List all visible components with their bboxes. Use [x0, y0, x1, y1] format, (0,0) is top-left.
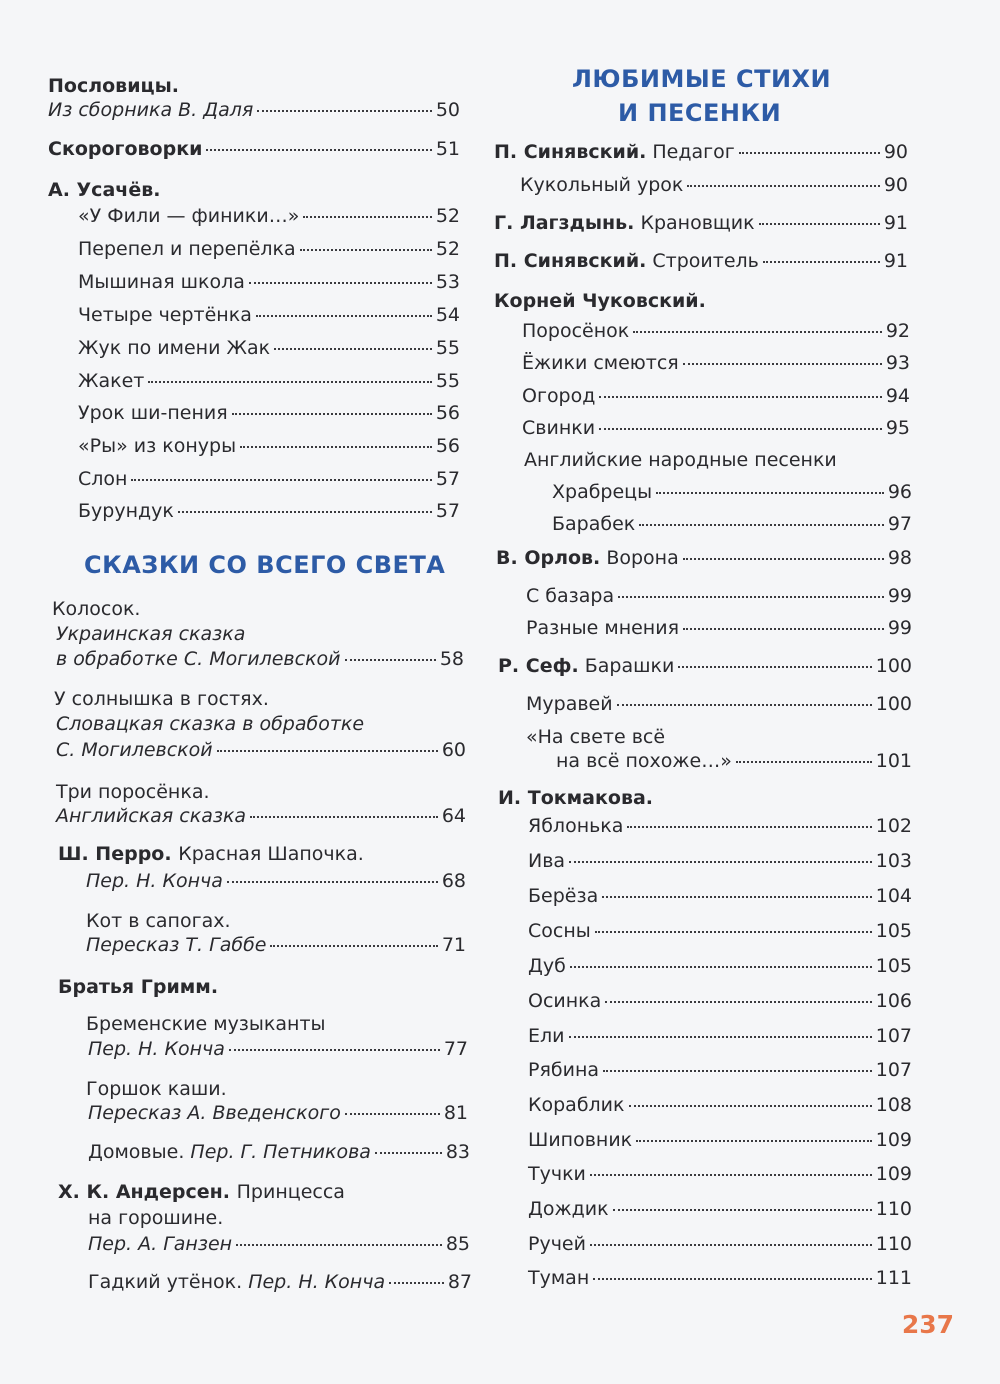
entry-page: 51 [435, 138, 460, 160]
toc-entry[interactable] [78, 369, 460, 393]
leader-dots [303, 215, 431, 218]
entry-page: 98 [887, 547, 912, 569]
entry-title: Кораблик [528, 1094, 625, 1116]
toc-entry[interactable] [552, 480, 912, 504]
entry-page: 81 [443, 1102, 468, 1124]
leader-dots [678, 665, 871, 668]
toc-entry[interactable] [494, 211, 908, 235]
leader-dots [389, 1281, 444, 1284]
toc-entry[interactable] [88, 1140, 470, 1164]
entry-title: Барабек [552, 513, 636, 535]
author-usachev: А. Усачёв. [48, 179, 161, 201]
entry-page: 109 [875, 1163, 912, 1185]
toc-entry[interactable] [494, 140, 908, 164]
leader-dots [683, 627, 884, 630]
entry-page: 64 [441, 805, 466, 827]
entry-subtitle: Украинская сказка [56, 623, 246, 645]
toc-entry[interactable] [526, 616, 912, 640]
entry-title: Крановщик [640, 212, 755, 234]
leader-dots [759, 222, 880, 225]
leader-dots [375, 1151, 442, 1154]
toc-entry[interactable] [520, 173, 908, 197]
entry-title: Скороговорки [48, 138, 203, 160]
entry-title: Четыре чертёнка [78, 304, 252, 326]
leader-dots [250, 815, 438, 818]
entry-title-cont: на горошине. [88, 1207, 224, 1229]
leader-dots [345, 658, 436, 661]
toc-entry[interactable] [528, 849, 912, 873]
toc-entry[interactable] [526, 692, 912, 716]
entry-translator: Пер. Г. Петникова [190, 1141, 371, 1163]
entry-page: 105 [875, 920, 912, 942]
toc-entry[interactable] [56, 804, 466, 828]
leader-dots [683, 557, 884, 560]
section-title-poems-1: ЛЮБИМЫЕ СТИХИ [572, 65, 832, 93]
entry-title: «У Фили — финики…» [78, 205, 300, 227]
author-chukovsky: Корней Чуковский. [494, 290, 706, 312]
leader-dots [178, 510, 432, 513]
entry-title: Ива [528, 850, 566, 872]
entry-page: 56 [435, 402, 460, 424]
author-name: П. Синявский. [494, 141, 647, 163]
entry-page: 99 [887, 585, 912, 607]
leader-dots [229, 1048, 440, 1051]
entry-title: Мышиная школа [78, 271, 245, 293]
section-title-fairy-tales: СКАЗКИ СО ВСЕГО СВЕТА [84, 551, 446, 579]
entry-translator: Пересказ Т. Габбе [86, 934, 267, 956]
leader-dots [232, 412, 432, 415]
toc-entry[interactable] [86, 869, 466, 893]
toc-entry[interactable] [522, 416, 910, 440]
toc-entry[interactable] [78, 270, 460, 294]
entry-title: Ручей [528, 1233, 586, 1255]
leader-dots [617, 703, 872, 706]
entry-title: Дождик [528, 1198, 609, 1220]
entry-title: Шиповник [528, 1129, 633, 1151]
entry-title: Жакет [78, 370, 145, 392]
toc-entry[interactable] [556, 749, 912, 773]
leader-dots [687, 184, 879, 187]
toc-entry[interactable] [78, 434, 460, 458]
toc-entry[interactable] [528, 1232, 912, 1256]
entry-title: Гадкий утёнок. [88, 1271, 243, 1293]
entry-page: 56 [435, 435, 460, 457]
entry-title: Из сборника В. Даля [48, 99, 254, 121]
toc-entry[interactable] [78, 204, 460, 228]
toc-entry-tongue-twisters[interactable] [48, 137, 460, 161]
toc-entry[interactable] [528, 1197, 912, 1221]
entry-title: Домовые. [88, 1141, 185, 1163]
entry-page: 94 [885, 385, 910, 407]
leader-dots [569, 1035, 872, 1038]
entry-page: 57 [435, 500, 460, 522]
entry-title-kolosok[interactable]: Колосок. [52, 598, 141, 620]
leader-dots [217, 749, 438, 752]
entry-title: Берёза [528, 885, 599, 907]
toc-entry[interactable] [528, 1058, 912, 1082]
entry-title-kot[interactable]: Кот в сапогах. [86, 910, 231, 932]
toc-entry-proverbs[interactable] [48, 98, 460, 122]
entry-subtitle: С. Могилевской [56, 739, 213, 761]
toc-entry[interactable] [78, 467, 460, 491]
entry-title: С базара [526, 585, 615, 607]
entry-page: 91 [883, 212, 908, 234]
entry-page: 87 [447, 1271, 472, 1293]
entry-title: Муравей [526, 693, 613, 715]
entry-title: Огород [522, 385, 596, 407]
entry-title: Рябина [528, 1059, 600, 1081]
entry-title: Дуб [528, 955, 566, 977]
entry-translator: Пер. Н. Конча [248, 1271, 386, 1293]
entry-title: Слон [78, 468, 128, 490]
toc-entry[interactable] [528, 989, 912, 1013]
entry-title[interactable]: Бременские музыканты [86, 1013, 326, 1035]
entry-title: Педагог [652, 141, 735, 163]
toc-entry[interactable] [522, 384, 910, 408]
toc-entry[interactable] [522, 319, 910, 343]
toc-entry[interactable] [528, 814, 912, 838]
toc-entry[interactable] [88, 1037, 468, 1061]
entry-title[interactable]: «На свете всё [526, 726, 666, 748]
leader-dots [595, 930, 872, 933]
toc-entry[interactable] [528, 954, 912, 978]
leader-dots [763, 260, 880, 263]
entry-page: 107 [875, 1059, 912, 1081]
leader-dots [618, 595, 884, 598]
leader-dots [633, 330, 882, 333]
subsection-english-songs: Английские народные песенки [524, 449, 837, 471]
leader-dots [590, 1173, 872, 1176]
leader-dots [249, 281, 432, 284]
entry-page: 102 [875, 815, 912, 837]
entry-page: 111 [875, 1267, 912, 1289]
entry-subtitle: в обработке С. Могилевской [56, 648, 341, 670]
entry-title: Разные мнения [526, 617, 680, 639]
toc-entry[interactable] [528, 884, 912, 908]
author-grimm: Братья Гримм. [58, 976, 219, 998]
entry-title: Ворона [606, 547, 679, 569]
leader-dots [599, 395, 881, 398]
entry-title: Сосны [528, 920, 591, 942]
leader-dots [613, 1208, 872, 1211]
entry-page: 107 [875, 1025, 912, 1047]
toc-entry[interactable] [552, 512, 912, 536]
entry-page: 55 [435, 337, 460, 359]
proverbs-title: Пословицы. [48, 75, 180, 97]
page-number: 237 [901, 1310, 954, 1339]
entry-page: 53 [435, 271, 460, 293]
entry-title: Яблонька [528, 815, 624, 837]
leader-dots [274, 347, 432, 350]
leader-dots [602, 895, 872, 898]
entry-translator: Пер. А. Ганзен [88, 1233, 233, 1255]
entry-translator: Пер. Н. Конча [86, 870, 223, 892]
author-name: Ш. Перро. [58, 843, 172, 865]
entry-perrault[interactable] [58, 842, 364, 866]
entry-page: 58 [439, 648, 464, 670]
entry-page: 91 [883, 250, 908, 272]
toc-entry[interactable] [78, 401, 460, 425]
entry-title: Принцесса [236, 1181, 345, 1203]
leader-dots [603, 1069, 872, 1072]
toc-entry[interactable] [528, 1266, 912, 1290]
toc-entry[interactable] [56, 647, 464, 671]
entry-title: Кукольный урок [520, 174, 684, 196]
toc-entry[interactable] [88, 1270, 472, 1294]
leader-dots [739, 151, 880, 154]
entry-page: 55 [435, 370, 460, 392]
entry-subtitle: Английская сказка [56, 805, 247, 827]
toc-entry[interactable] [78, 336, 460, 360]
entry-title-tri-porosenka[interactable]: Три поросёнка. [56, 781, 210, 803]
entry-page: 90 [883, 141, 908, 163]
entry-title[interactable]: Горшок каши. [86, 1078, 227, 1100]
leader-dots [599, 427, 882, 430]
entry-title-solnyshko[interactable]: У солнышка в гостях. [54, 688, 269, 710]
leader-dots [605, 1000, 871, 1003]
entry-title: Перепел и перепёлка [78, 238, 296, 260]
entry-page: 95 [885, 417, 910, 439]
toc-entry[interactable] [78, 303, 460, 327]
entry-page: 85 [445, 1233, 470, 1255]
leader-dots [257, 109, 432, 112]
toc-entry[interactable] [528, 1128, 912, 1152]
toc-entry[interactable] [78, 499, 460, 523]
leader-dots [627, 825, 871, 828]
entry-page: 100 [875, 655, 912, 677]
entry-title: Ёжики смеются [522, 352, 679, 374]
toc-entry[interactable] [526, 584, 912, 608]
leader-dots [656, 491, 884, 494]
leader-dots [639, 523, 884, 526]
toc-entry[interactable] [522, 351, 910, 375]
leader-dots [300, 248, 432, 251]
entry-page: 110 [875, 1233, 912, 1255]
entry-page: 92 [885, 320, 910, 342]
toc-entry[interactable] [528, 1024, 912, 1048]
toc-entry[interactable] [88, 1232, 470, 1256]
entry-translator: Пер. Н. Конча [88, 1038, 225, 1060]
leader-dots [148, 380, 431, 383]
entry-title: Урок ши-пения [78, 402, 228, 424]
leader-dots [131, 478, 431, 481]
leader-dots [636, 1139, 872, 1142]
entry-page: 71 [441, 934, 466, 956]
entry-translator: Пересказ А. Введенского [88, 1102, 341, 1124]
section-title-poems-2: И ПЕСЕНКИ [618, 99, 782, 127]
entry-page: 52 [435, 238, 460, 260]
toc-entry[interactable] [494, 249, 908, 273]
author-name: П. Синявский. [494, 250, 647, 272]
author-tokmakova: И. Токмакова. [498, 787, 654, 809]
entry-andersen[interactable] [58, 1180, 345, 1204]
entry-title: Поросёнок [522, 320, 630, 342]
entry-page: 101 [875, 750, 912, 772]
entry-title: «Ры» из конуры [78, 435, 237, 457]
entry-title: Барашки [584, 655, 675, 677]
toc-entry[interactable] [528, 919, 912, 943]
entry-page: 60 [441, 739, 466, 761]
entry-subtitle: Словацкая сказка в обработке [56, 713, 365, 735]
entry-page: 104 [875, 885, 912, 907]
entry-page: 109 [875, 1129, 912, 1151]
leader-dots [270, 944, 437, 947]
author-name: Р. Сеф. [498, 655, 579, 677]
entry-page: 108 [875, 1094, 912, 1116]
entry-page: 100 [875, 693, 912, 715]
entry-title: Тучки [528, 1163, 586, 1185]
entry-page: 52 [435, 205, 460, 227]
leader-dots [570, 965, 872, 968]
leader-dots [736, 760, 872, 763]
leader-dots [593, 1277, 871, 1280]
leader-dots [227, 880, 438, 883]
entry-page: 99 [887, 617, 912, 639]
toc-entry[interactable] [528, 1093, 912, 1117]
leader-dots [345, 1112, 440, 1115]
toc-entry[interactable] [86, 933, 466, 957]
toc-entry[interactable] [496, 546, 912, 570]
entry-title: Строитель [652, 250, 759, 272]
entry-page: 96 [887, 481, 912, 503]
toc-entry[interactable] [528, 1162, 912, 1186]
entry-title: Туман [528, 1267, 590, 1289]
leader-dots [256, 314, 432, 317]
entry-page: 83 [445, 1141, 470, 1163]
entry-page: 57 [435, 468, 460, 490]
leader-dots [683, 362, 882, 365]
entry-page: 93 [885, 352, 910, 374]
entry-title: Осинка [528, 990, 602, 1012]
entry-title: Бурундук [78, 500, 174, 522]
leader-dots [240, 445, 432, 448]
entry-page: 110 [875, 1198, 912, 1220]
leader-dots [569, 860, 872, 863]
toc-entry[interactable] [78, 237, 460, 261]
entry-page: 50 [435, 99, 460, 121]
leader-dots [236, 1243, 442, 1246]
leader-dots [206, 148, 431, 151]
entry-title: Храбрецы [552, 481, 653, 503]
entry-page: 90 [883, 174, 908, 196]
entry-page: 54 [435, 304, 460, 326]
toc-entry[interactable] [498, 654, 912, 678]
entry-page: 68 [441, 870, 466, 892]
entry-page: 106 [875, 990, 912, 1012]
entry-page: 77 [443, 1038, 468, 1060]
entry-title-cont: на всё похоже…» [556, 750, 732, 772]
entry-title: Жук по имени Жак [78, 337, 271, 359]
entry-page: 103 [875, 850, 912, 872]
entry-page: 105 [875, 955, 912, 977]
toc-entry[interactable] [56, 738, 466, 762]
author-name: Г. Лагздынь. [494, 212, 635, 234]
toc-entry[interactable] [88, 1101, 468, 1125]
entry-title: Ели [528, 1025, 565, 1047]
entry-title: Красная Шапочка. [178, 843, 364, 865]
entry-page: 97 [887, 513, 912, 535]
leader-dots [629, 1104, 872, 1107]
entry-title: Свинки [522, 417, 596, 439]
author-name: Х. К. Андерсен. [58, 1181, 231, 1203]
author-name: В. Орлов. [496, 547, 601, 569]
leader-dots [590, 1243, 872, 1246]
